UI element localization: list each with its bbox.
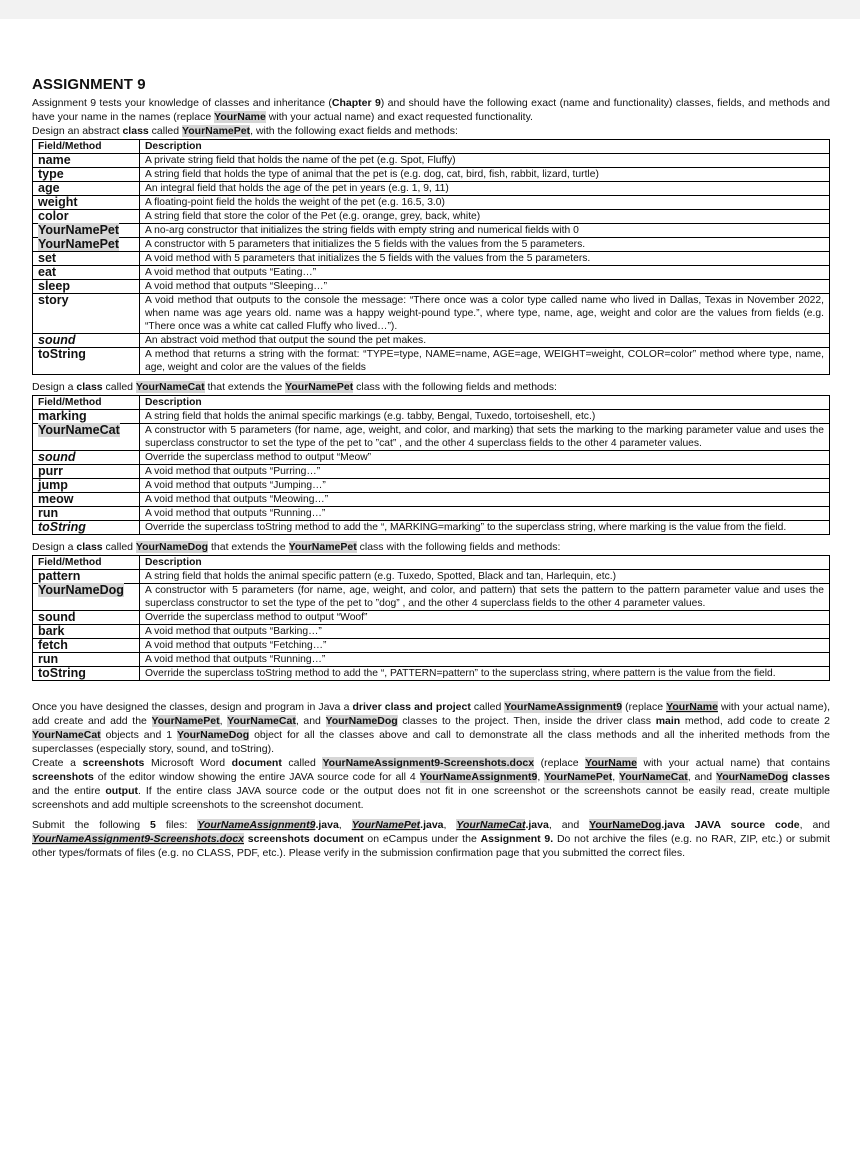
field-cell: color — [33, 210, 140, 224]
field-cell: meow — [33, 493, 140, 507]
cat-table — [32, 395, 830, 535]
description-cell: A void method with 5 parameters that initializes the 5 fields with the values from the 5 parameters. — [140, 252, 830, 266]
table-header: Field/Method Description — [33, 556, 830, 570]
table-row — [33, 154, 830, 168]
table-row — [33, 168, 830, 182]
field-cell: toString — [33, 667, 140, 681]
description-cell: A string field that holds the animal specific pattern (e.g. Tuxedo, Spotted, Black and tan, Harlequin, etc.) — [140, 570, 830, 584]
description-cell: A method that returns a string with the format: “TYPE=type, NAME=name, AGE=age, WEIGHT=weight, COLOR=color” method where type, name, age, weight and color are the values of the fields — [140, 348, 830, 375]
table-row — [33, 507, 830, 521]
description-cell: A void method that outputs “Jumping…” — [140, 479, 830, 493]
description-cell: A void method that outputs “Sleeping…” — [140, 280, 830, 294]
table-row — [33, 451, 830, 465]
description-cell: Override the superclass method to output “Woof” — [140, 611, 830, 625]
description-cell: A constructor with 5 parameters (for name, age, weight, and color, and pattern) that sets the pattern to the pattern parameter value and uses the superclass constructor to set the type of the pet to ”dog” , and the other 4 superclass fields to the other 4 parameter values. — [140, 584, 830, 611]
field-cell: sleep — [33, 280, 140, 294]
table-row — [33, 348, 830, 375]
description-cell: A void method that outputs “Fetching…” — [140, 639, 830, 653]
description-cell: A private string field that holds the name of the pet (e.g. Spot, Fluffy) — [140, 154, 830, 168]
field-cell: YourNamePet — [33, 238, 140, 252]
description-cell: A void method that outputs “Meowing…” — [140, 493, 830, 507]
description-cell: Override the superclass toString method to add the “, PATTERN=pattern” to the superclass string, where pattern is the value from the field. — [140, 667, 830, 681]
field-cell: weight — [33, 196, 140, 210]
table-row — [33, 238, 830, 252]
field-cell: name — [33, 154, 140, 168]
screenshots-paragraph: Create a screenshots Microsoft Word document called YourNameAssignment9-Screenshots.docx (replace YourName with your actual name) that contains screenshots of the editor window showing the entire JAVA source code for all 4 YourNameAssignment9, YourNamePet, YourNameCat, and YourNameDog classes and the entire output. If the entire class JAVA source code or the output does not fit in one screenshot or the screenshots cannot be easily read, create multiple screenshots and add multiple screenshots to the screenshot document. — [32, 757, 830, 811]
table-row — [33, 570, 830, 584]
table-row — [33, 653, 830, 667]
table-row — [33, 210, 830, 224]
field-cell: story — [33, 294, 140, 334]
table-row — [33, 465, 830, 479]
field-cell: YourNameDog — [33, 584, 140, 611]
field-cell: set — [33, 252, 140, 266]
description-cell: An abstract void method that output the sound the pet makes. — [140, 334, 830, 348]
description-cell: A void method that outputs “Running…” — [140, 653, 830, 667]
table-header: Field/Method Description — [33, 396, 830, 410]
field-cell: purr — [33, 465, 140, 479]
table-row — [33, 521, 830, 535]
field-cell: age — [33, 182, 140, 196]
pet-table — [32, 139, 830, 375]
description-cell: A void method that outputs “Running…” — [140, 507, 830, 521]
cat-intro: Design a class called YourNameCat that extends the YourNamePet class with the following fields and methods: — [32, 381, 557, 393]
top-bar — [0, 0, 860, 19]
table-row — [33, 266, 830, 280]
field-cell: run — [33, 653, 140, 667]
description-cell: A no-arg constructor that initializes the string fields with empty string and numerical fields with 0 — [140, 224, 830, 238]
description-cell: A void method that outputs “Eating…” — [140, 266, 830, 280]
pet-intro: Design an abstract class called YourNamePet, with the following exact fields and methods: — [32, 125, 458, 137]
field-cell: sound — [33, 451, 140, 465]
description-cell: A void method that outputs to the console the message: “There once was a color type called name who lived in Dallas, Texas in November 2022, when name was age years old. name was a happy weight-pound type.”, where type, name, age, weight and color are the values from fields (e.g. “There once was a white cat called Fluffy who lived…”). — [140, 294, 830, 334]
field-cell: fetch — [33, 639, 140, 653]
field-cell: bark — [33, 625, 140, 639]
desc-header: Description — [140, 140, 830, 154]
description-cell: A constructor with 5 parameters (for name, age, weight, and color, and marking) that sets the marking to the marking parameter value and uses the superclass constructor to set the type of the pet to ”cat” , and the other 4 superclass fields to the other 4 parameter values. — [140, 424, 830, 451]
field-cell: toString — [33, 521, 140, 535]
field-cell: toString — [33, 348, 140, 375]
field-cell: YourNameCat — [33, 424, 140, 451]
table-row — [33, 625, 830, 639]
dog-table — [32, 555, 830, 681]
table-row — [33, 280, 830, 294]
table-row — [33, 493, 830, 507]
table-row — [33, 196, 830, 210]
description-cell: Override the superclass method to output “Meow” — [140, 451, 830, 465]
dog-intro: Design a class called YourNameDog that extends the YourNamePet class with the following fields and methods: — [32, 541, 561, 553]
table-row — [33, 611, 830, 625]
field-cell: sound — [33, 611, 140, 625]
description-cell: A string field that holds the type of animal that the pet is (e.g. dog, cat, bird, fish, rabbit, lizard, turtle) — [140, 168, 830, 182]
table-row — [33, 424, 830, 451]
description-cell: A string field that store the color of the Pet (e.g. orange, grey, back, white) — [140, 210, 830, 224]
field-cell: type — [33, 168, 140, 182]
table-row — [33, 182, 830, 196]
description-cell: A floating-point field the holds the weight of the pet (e.g. 16.5, 3.0) — [140, 196, 830, 210]
table-row — [33, 252, 830, 266]
description-cell: A string field that holds the animal specific markings (e.g. tabby, Bengal, Tuxedo, tortoiseshell, etc.) — [140, 410, 830, 424]
description-cell: A constructor with 5 parameters that initializes the 5 fields with the values from the 5 parameters. — [140, 238, 830, 252]
table-row — [33, 584, 830, 611]
field-cell: marking — [33, 410, 140, 424]
field-header: Field/Method — [33, 140, 140, 154]
table-row — [33, 224, 830, 238]
table-row — [33, 667, 830, 681]
description-cell: Override the superclass toString method to add the “, MARKING=marking” to the superclass string, where marking is the value from the field. — [140, 521, 830, 535]
field-cell: YourNamePet — [33, 224, 140, 238]
description-cell: A void method that outputs “Purring…” — [140, 465, 830, 479]
table-row — [33, 334, 830, 348]
intro-paragraph: Assignment 9 tests your knowledge of classes and inheritance (Chapter 9) and should have the following exact (name and functionality) classes, fields, and methods and have your name in the names (replace YourName with your actual name) and exact requested functionality. — [32, 97, 830, 123]
description-cell: A void method that outputs “Barking…” — [140, 625, 830, 639]
page-title: ASSIGNMENT 9 — [32, 76, 146, 93]
table-row — [33, 294, 830, 334]
driver-paragraph: Once you have designed the classes, design and program in Java a driver class and project called YourNameAssignment9 (replace YourName with your actual name), add create and add the YourNamePet, YourNameCat, and YourNameDog classes to the project. Then, inside the driver class main method, add code to create 2 YourNameCat objects and 1 YourNameDog object for all the classes above and call to demonstrate all the class methods and all the inherited methods from the superclasses (especially story, sound, and toString). — [32, 701, 831, 755]
description-cell: An integral field that holds the age of the pet in years (e.g. 1, 9, 11) — [140, 182, 830, 196]
field-cell: pattern — [33, 570, 140, 584]
table-row — [33, 479, 830, 493]
table-row — [33, 410, 830, 424]
document-page — [32, 76, 830, 860]
field-cell: eat — [33, 266, 140, 280]
submit-paragraph: Submit the following 5 files: YourNameAssignment9.java, YourNamePet.java, YourNameCat.java, and YourNameDog.java JAVA source code, and YourNameAssignment9-Screenshots.docx screenshots document on eCampus under the Assignment 9. Do not archive the files (e.g. no RAR, ZIP, etc.) or submit other types/formats of files (e.g. no CLASS, PDF, etc.). Please verify in the submission confirmation page that you submitted the correct files. — [32, 819, 831, 859]
field-cell: jump — [33, 479, 140, 493]
field-cell: run — [33, 507, 140, 521]
table-row — [33, 639, 830, 653]
field-cell: sound — [33, 334, 140, 348]
table-header — [33, 140, 830, 154]
